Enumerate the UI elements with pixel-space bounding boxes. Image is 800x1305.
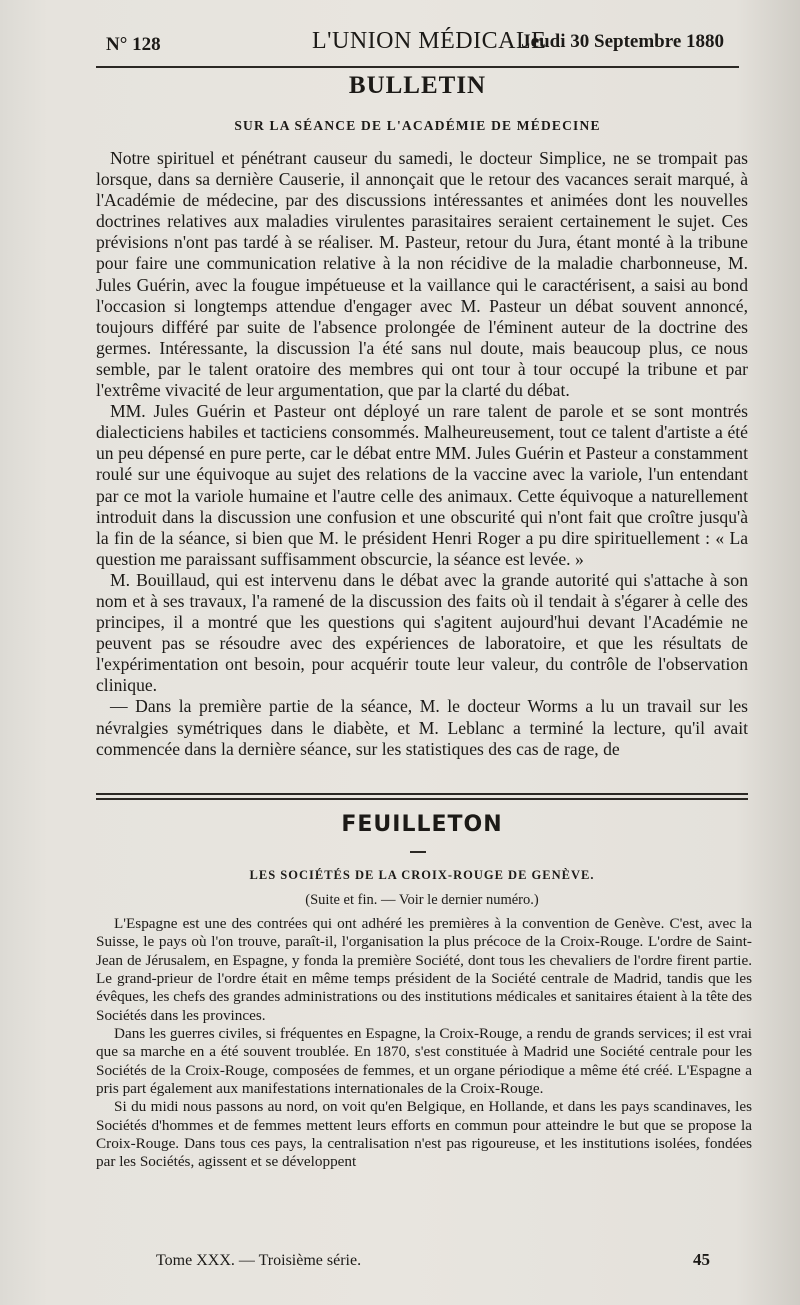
- feuilleton-paragraph: Dans les guerres civiles, si fréquentes en Espagne, la Croix-Rouge, a rendu de grands services; il est vrai que sa marche en a été souvent troublée. En 1870, s'est constituée à Madrid une Société centrale pour les Sociétés de la Croix-Rouge, composées de femmes, et un organe périodique a même été créé. L'Espagne a pris part également aux manifestations internationales de la Croix-Rouge.: [96, 1025, 752, 1098]
- feuilleton-paragraph: Si du midi nous passons au nord, on voit qu'en Belgique, en Hollande, et dans les pays scandinaves, les Sociétés d'hommes et de femmes mettent leurs efforts en commun pour atteindre le but que se propose la Croix-Rouge. Dans tous ces pays, la centralisation n'est pas rigoureuse, et les institutions isolées, fondées par les Sociétés, agissent et se développent: [96, 1098, 752, 1171]
- feuilleton-subtitle: LES SOCIÉTÉS DE LA CROIX-ROUGE DE GENÈVE.: [249, 868, 595, 882]
- issue-number: N° 128: [106, 34, 161, 55]
- journal-title: L'UNION MÉDICALE: [312, 28, 547, 54]
- bulletin-title: BULLETIN: [348, 72, 487, 99]
- bulletin-paragraph: MM. Jules Guérin et Pasteur ont déployé un rare talent de parole et se sont montrés dialecticiens habiles et tacticiens consommés. Malheureusement, tout ce talent d'artiste a été un peu dépensé en pure perte, car le débat entre MM. Jules Guérin et Pasteur a constamment roulé sur une équivoque au sujet des relations de la vaccine avec la variole, l'un entendant par ce mot la variole humaine et l'autre celle des animaux. Cette équivoque a naturellement introduit dans la discussion une confusion et une obscurité qui n'ont fait que croître jusqu'à la fin de la séance, si bien que M. le président Henri Roger a pu dire spirituellement : « La question me paraissant suffisamment obscurcie, la séance est levée. »: [96, 401, 748, 569]
- bulletin-paragraph: M. Bouillaud, qui est intervenu dans le débat avec la grande autorité qui s'attache à son nom et à ses travaux, l'a ramené de la discussion des faits où il tendait à s'égarer à celle des principes, il a montré que les questions qui s'agitent aujourd'hui devant l'Académie ne peuvent pas se résoudre avec des expériences de laboratoire, et que les résultats de l'expérimentation ont besoin, pour acquérir toute leur valeur, du contrôle de l'observation clinique.: [96, 569, 748, 696]
- bulletin-paragraph: Notre spirituel et pénétrant causeur du samedi, le docteur Simplice, ne se trompait pas lorsque, dans sa dernière Causerie, il annonçait que le retour des vacances serait marqué, à l'Académie de médecine, par des discussions intéressantes et animées dont les nouvelles doctrines relatives aux maladies virulentes parasitaires seraient certainement le sujet. Ces prévisions n'ont pas tardé à se réaliser. M. Pasteur, retour du Jura, étant monté à la tribune pour faire une communication relative à la non récidive de la maladie charbonneuse, M. Jules Guérin, avec la fougue impétueuse et la vaillance qui le caractérisent, a saisi au bond l'occasion si longtemps attendue d'engager avec M. Pasteur un débat souvent annoncé, toujours différé par suite de l'absence prolongée de l'éminent auteur de la doctrine des germes. Intéressante, la discussion l'a été sans nul doute, mais beaucoup plus, ce nous semble, par le talent oratoire des membres qui ont tour à tour occupé la tribune et par l'extrême vivacité de leur argumentation, que par la clarté du débat.: [96, 148, 748, 401]
- bulletin-paragraph: — Dans la première partie de la séance, M. le docteur Worms a lu un travail sur les névralgies symétriques dans le diabète, et M. Leblanc a terminé la lecture, qu'il avait commencée dans la dernière séance, sur les statistiques des cas de rage, de: [96, 696, 748, 759]
- page-footer: [96, 1250, 746, 1274]
- feuilleton-note: (Suite et fin. — Voir le dernier numéro.): [305, 892, 539, 908]
- bulletin-body: [96, 148, 748, 760]
- header-rule: [96, 66, 739, 68]
- feuilleton-body: [96, 915, 752, 1172]
- page-number: 45: [693, 1250, 710, 1269]
- bulletin-subtitle: SUR LA SÉANCE DE L'ACADÉMIE DE MÉDECINE: [234, 118, 601, 133]
- section-divider-top: [96, 793, 748, 795]
- section-divider-bottom: [96, 798, 748, 800]
- tome-label: Tome XXX. — Troisième série.: [156, 1252, 362, 1269]
- feuilleton-title: FEUILLETON: [341, 812, 503, 837]
- page-header: [100, 26, 730, 60]
- feuilleton-paragraph: L'Espagne est une des contrées qui ont adhéré les premières à la convention de Genève. C'est, avec la Suisse, le pays où l'on trouve, paraît-il, l'organisation la plus précoce de la Croix-Rouge. L'ordre de Saint-Jean de Jérusalem, en Espagne, y fonda la première Société, dont tous les chevaliers de l'ordre firent partie. Le grand-prieur de l'ordre était en même temps président de la Société centrale de Madrid, tandis que les évêques, les chefs des grandes administrations ou des institutions médicales et sanitaires étaient à la tête des Sociétés dans les provinces.: [96, 915, 752, 1024]
- title-dash: [410, 851, 426, 853]
- issue-date: Jeudi 30 Septembre 1880: [521, 31, 724, 52]
